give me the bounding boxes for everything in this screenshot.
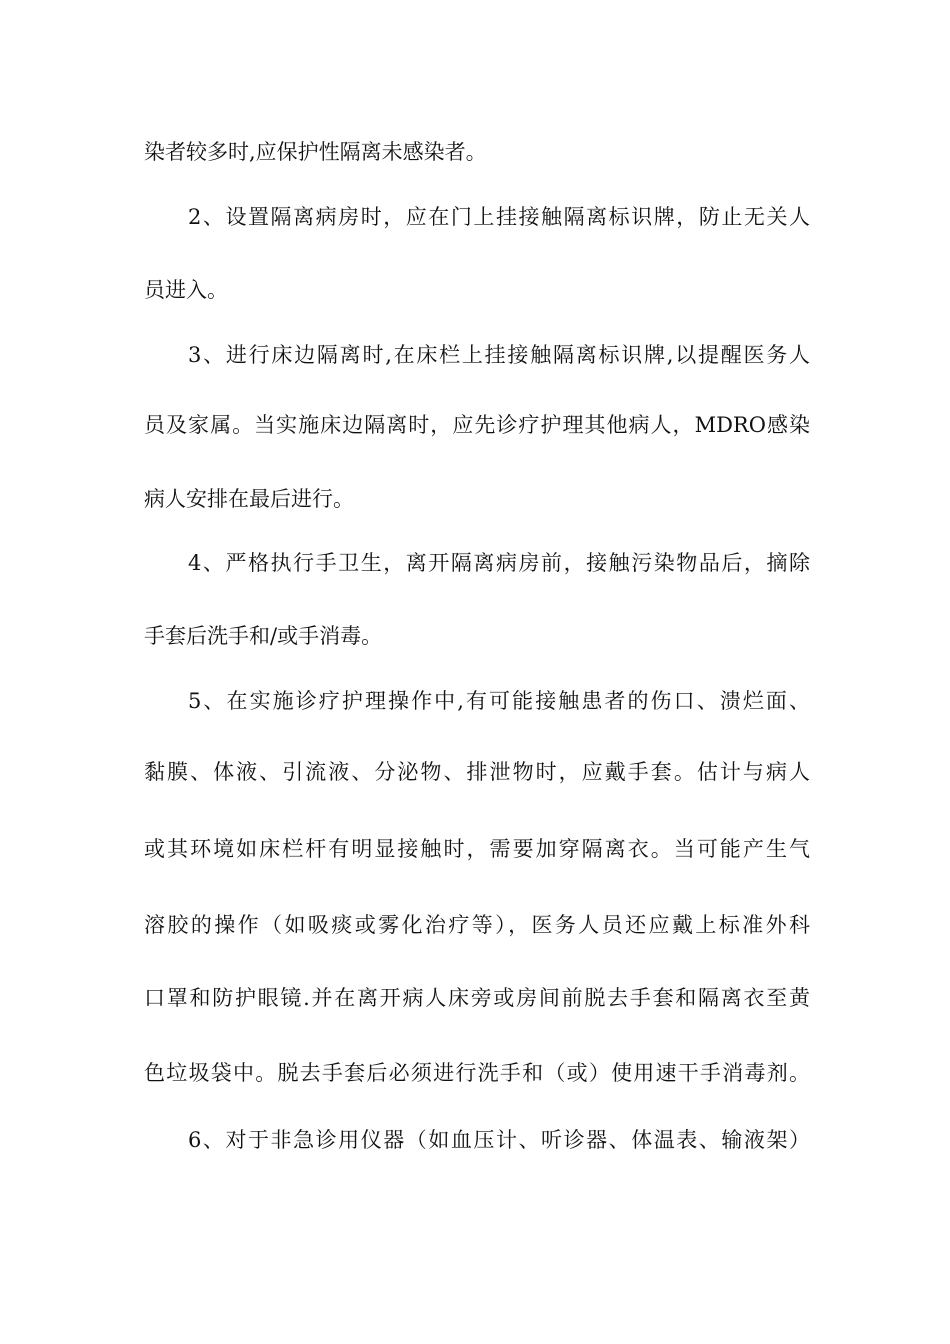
text-line: 手套后洗手和/或手消毒。 — [144, 624, 383, 648]
text-line: 病人安排在最后进行。 — [144, 487, 354, 511]
paragraph-2-start: 2、设置隔离病房时，应在门上挂接触隔离标识牌，防止无关人 — [188, 205, 810, 229]
text-line: 员进入。 — [144, 278, 228, 302]
text-line: 员及家属。当实施床边隔离时，应先诊疗护理其他病人，MDRO感染 — [144, 413, 810, 437]
paragraph-4-start: 4、严格执行手卫生，离开隔离病房前，接触污染物品后，摘除 — [188, 551, 810, 575]
text-line: 染者较多时,应保护性隔离未感染者。 — [144, 140, 487, 164]
paragraph-3-start: 3、进行床边隔离时,在床栏上挂接触隔离标识牌,以提醒医务人 — [188, 343, 810, 367]
paragraph-5-start: 5、在实施诊疗护理操作中,有可能接触患者的伤口、溃烂面、 — [188, 689, 810, 713]
text-line: 或其环境如床栏杆有明显接触时，需要加穿隔离衣。当可能产生气 — [144, 837, 810, 861]
paragraph-6-start: 6、对于非急诊用仪器（如血压计、听诊器、体温表、输液架） — [188, 1128, 810, 1152]
text-line: 口罩和防护眼镜.并在离开病人床旁或房间前脱去手套和隔离衣至黄 — [144, 986, 810, 1010]
text-line: 溶胶的操作（如吸痰或雾化治疗等），医务人员还应戴上标准外科 — [144, 913, 810, 937]
text-line: 黏膜、体液、引流液、分泌物、排泄物时，应戴手套。估计与病人 — [144, 760, 810, 784]
text-line: 色垃圾袋中。脱去手套后必须进行洗手和（或）使用速干手消毒剂。 — [144, 1061, 810, 1085]
